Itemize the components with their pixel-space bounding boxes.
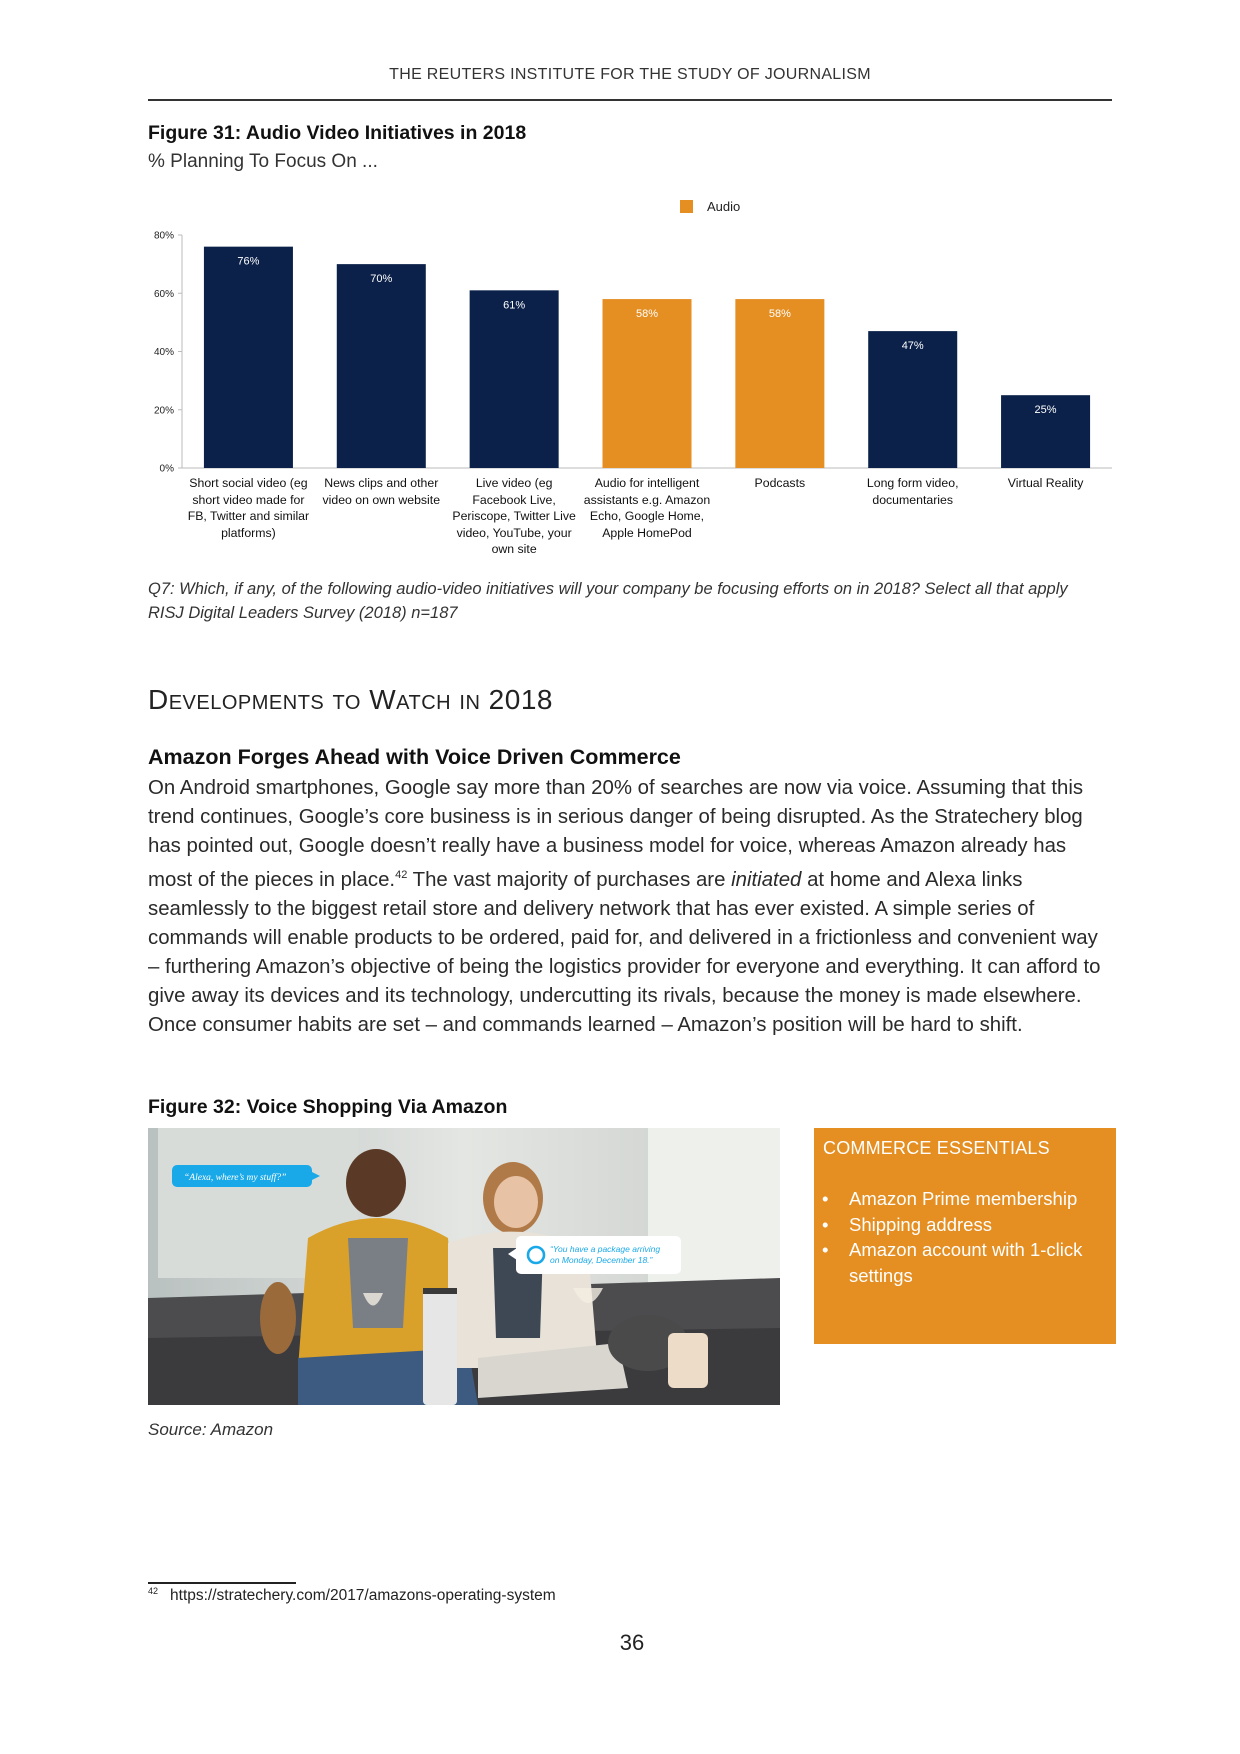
body-part-2: The vast majority of purchases are [407, 868, 732, 891]
bar-value-label: 58% [635, 308, 659, 321]
sidebar-title: COMMERCE ESSENTIALS [823, 1138, 1050, 1158]
bar [470, 290, 559, 468]
y-tick-label: 80% [153, 230, 174, 242]
photo-illustration [148, 1128, 780, 1405]
legend-swatch-audio [680, 200, 693, 213]
category-label-line: Live video (eg [475, 476, 553, 490]
category-label-line: Long form video, [866, 476, 959, 490]
bar-value-label: 76% [237, 255, 260, 268]
commerce-essentials-box [814, 1128, 1116, 1344]
bar [337, 264, 426, 468]
footnote-number: 42 [148, 1586, 159, 1596]
category-label [979, 475, 1112, 492]
category-label-line: Audio for intelligent [594, 476, 700, 490]
chart-bars [204, 247, 1090, 468]
bar [204, 247, 293, 468]
category-label-line: video, YouTube, your [456, 525, 572, 540]
category-label-line: platforms) [221, 525, 276, 540]
category-label [448, 475, 581, 558]
alexa-answer-line-1: “You have a package arriving [550, 1244, 661, 1254]
y-tick-label: 40% [153, 347, 174, 358]
photo-man-head [346, 1149, 406, 1217]
running-header: THE REUTERS INSTITUTE FOR THE STUDY OF JOURNALISM [389, 66, 871, 83]
legend-label-audio: Audio [707, 199, 741, 214]
footnote-link[interactable]: https://stratechery.com/2017/amazons-operating-system [170, 1587, 556, 1605]
category-label-line: assistants e.g. Amazon [583, 492, 711, 507]
survey-note: RISJ Digital Leaders Survey (2018) n=187 [148, 604, 458, 622]
category-label [315, 475, 448, 508]
photo-man-shirt [348, 1238, 408, 1328]
footnote-rule [148, 1582, 296, 1584]
body-part-1: On Android smartphones, Google say more than 20% of searches are now via voice. Assuming that this trend continues, Google’s core business is in serious danger of being disrupted. As the Stratechery blog has pointed out, Google doesn’t really have a business model for voice, whereas Amazon already has most of the pieces in place. [148, 777, 1084, 891]
alexa-question-text: “Alexa, where’s my stuff?” [184, 1173, 287, 1183]
category-label [581, 475, 714, 541]
category-label-line: own site [491, 542, 537, 556]
footnote [148, 1586, 556, 1605]
bar-value-label: 25% [1034, 404, 1057, 417]
category-label-line: Podcasts [754, 476, 806, 490]
y-tick-label: 0% [159, 463, 174, 475]
bar-value-label: 70% [370, 273, 393, 286]
bar [602, 299, 691, 468]
bar-value-label: 61% [503, 299, 526, 312]
category-label-line: Short social video (eg [189, 476, 308, 490]
sidebar-item-shipping: • Shipping address [822, 1212, 1112, 1238]
article-body [148, 774, 1113, 1040]
category-label-line: Echo, Google Home, [589, 509, 705, 523]
bar-value-label: 47% [901, 340, 924, 353]
question-note: Q7: Which, if any, of the following audio-video initiatives will your company be focusing efforts on in 2018? Select all that apply [148, 580, 1068, 598]
category-label [182, 475, 315, 541]
voice-shopping-photo [148, 1128, 780, 1405]
y-tick-label: 20% [153, 405, 174, 417]
figure32-title: Figure 32: Voice Shopping Via Amazon [148, 1096, 508, 1118]
y-tick-label: 60% [153, 288, 174, 300]
alexa-answer-line-2: on Monday, December 18.” [550, 1255, 653, 1265]
category-label [846, 475, 979, 508]
bar [735, 299, 824, 468]
chart-legend [680, 199, 740, 214]
category-label-line: Periscope, Twitter Live [452, 509, 576, 523]
category-label-line: Virtual Reality [1007, 476, 1084, 490]
body-part-3: at home and Alexa links seamlessly to the biggest retail store and delivery network that has ever existed. A simple series of commands will enable products to be ordered, paid for, and delivered in a frictionless and convenient way – furthering Amazon’s objective of being the logistics provider for everyone and everything. It can afford to give away its devices and its technology, undercutting its rivals, because the money is made elsewhere. Once consumer habits are set – and commands learned – Amazon’s position will be hard to shift. [148, 868, 1101, 1036]
sidebar-item-account: • Amazon account with 1-click settings [822, 1237, 1112, 1288]
category-label-line: short video made for [192, 492, 305, 507]
figure31-subtitle: % Planning To Focus On ... [148, 151, 378, 172]
bar-chart [140, 190, 1130, 585]
figure31-title: Figure 31: Audio Video Initiatives in 2018 [148, 122, 527, 144]
category-label-line: documentaries [872, 492, 954, 507]
category-label-line: Apple HomePod [602, 525, 692, 540]
photo-echo-speaker [423, 1288, 457, 1405]
footnote-reference[interactable]: 42 [395, 869, 408, 881]
body-emphasis: initiated [731, 868, 802, 891]
page-number: 36 [619, 1630, 645, 1655]
sidebar-item-prime: • Amazon Prime membership [822, 1186, 1112, 1212]
source-note: Source: Amazon [148, 1420, 274, 1439]
bar-value-label: 58% [768, 308, 791, 321]
article-title: Amazon Forges Ahead with Voice Driven Commerce [148, 745, 681, 769]
photo-echo-ring [423, 1288, 457, 1294]
category-label-line: Facebook Live, [472, 492, 556, 507]
photo-woman-face [494, 1176, 538, 1228]
sidebar-list [822, 1186, 1112, 1288]
category-label-line: News clips and other [324, 476, 439, 490]
photo-candle [668, 1333, 708, 1388]
category-label-line: video on own website [322, 492, 441, 507]
section-heading: Developments to Watch in 2018 [148, 684, 553, 715]
category-label-line: FB, Twitter and similar [187, 509, 310, 523]
category-label [713, 475, 846, 492]
photo-pillow [260, 1282, 296, 1354]
header-rule [148, 99, 1112, 101]
